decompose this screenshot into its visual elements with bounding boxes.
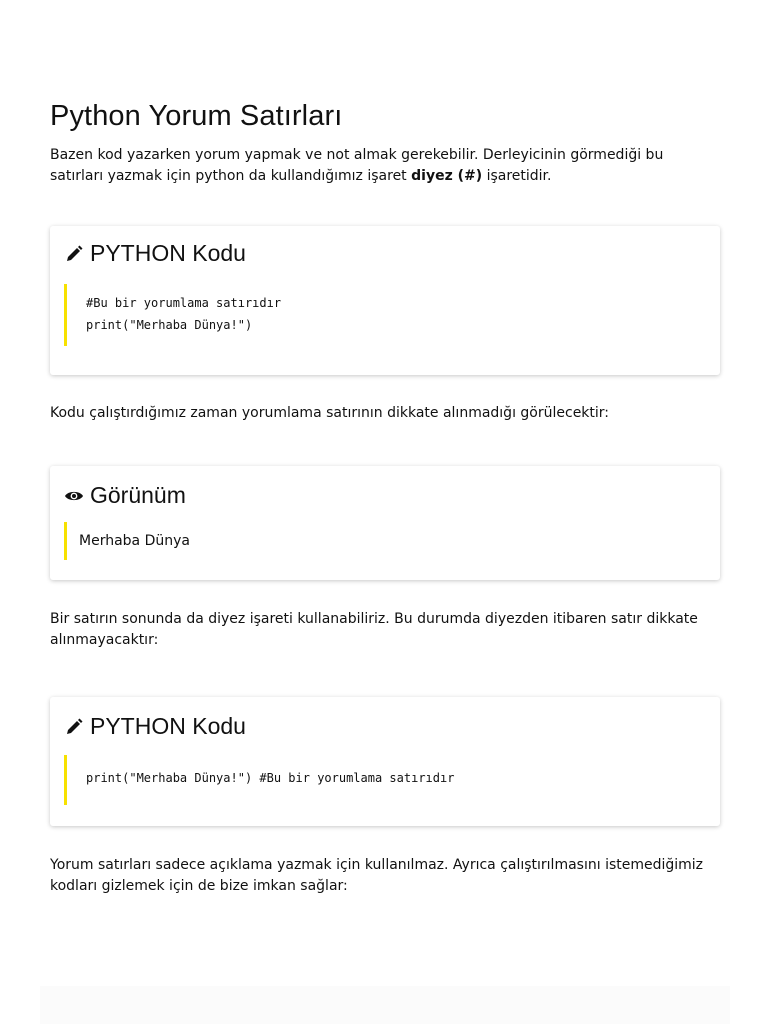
code-card-1-title-text: PYTHON Kodu: [90, 240, 246, 266]
output-card-title-text: Görünüm: [90, 482, 186, 508]
code-card-2-title: [64, 713, 706, 740]
page-title: Python Yorum Satırları: [50, 100, 343, 132]
paragraph-2: Kodu çalıştırdığımız zaman yorumlama satırının dikkate alınmadığı görülecektir:: [50, 405, 610, 421]
intro-text-before: Bazen kod yazarken yorum yapmak ve not almak gerekebilir. Derleyicinin görmediği bu satırları yazmak için python da kullandığımız işaret: [50, 147, 664, 184]
intro-paragraph: [50, 145, 720, 187]
code-card-1: [50, 226, 720, 375]
intro-bold: diyez (#): [411, 168, 483, 184]
code-line: #Bu bir yorumlama satırıdır: [86, 296, 282, 310]
code-line: print("Merhaba Dünya!") #Bu bir yorumlama satırıdır: [86, 771, 455, 785]
paragraph-3: Bir satırın sonunda da diyez işareti kullanabiliriz. Bu durumda diyezden itibaren satır dikkate alınmayacaktır:: [50, 611, 698, 648]
code-line: print("Merhaba Dünya!"): [86, 318, 253, 332]
code-card-1-title: [64, 240, 706, 267]
intro-text-after: işaretidir.: [482, 168, 552, 184]
code-card-2: [50, 697, 720, 826]
output-block: Merhaba Dünya: [64, 522, 706, 560]
code-block-2: [64, 755, 706, 805]
output-card: [50, 466, 720, 580]
code-block-1: [64, 284, 706, 346]
footer-band: [40, 986, 730, 1024]
article: [50, 100, 720, 897]
pencil-icon: [64, 244, 84, 264]
pencil-icon: [64, 717, 84, 737]
code-card-2-title-text: PYTHON Kodu: [90, 713, 246, 739]
eye-icon: [64, 486, 84, 506]
output-card-title: [64, 482, 706, 509]
paragraph-4: Yorum satırları sadece açıklama yazmak için kullanılmaz. Ayrıca çalıştırılmasını istemediğimiz kodları gizlemek için de bize imkan sağlar:: [50, 857, 704, 894]
